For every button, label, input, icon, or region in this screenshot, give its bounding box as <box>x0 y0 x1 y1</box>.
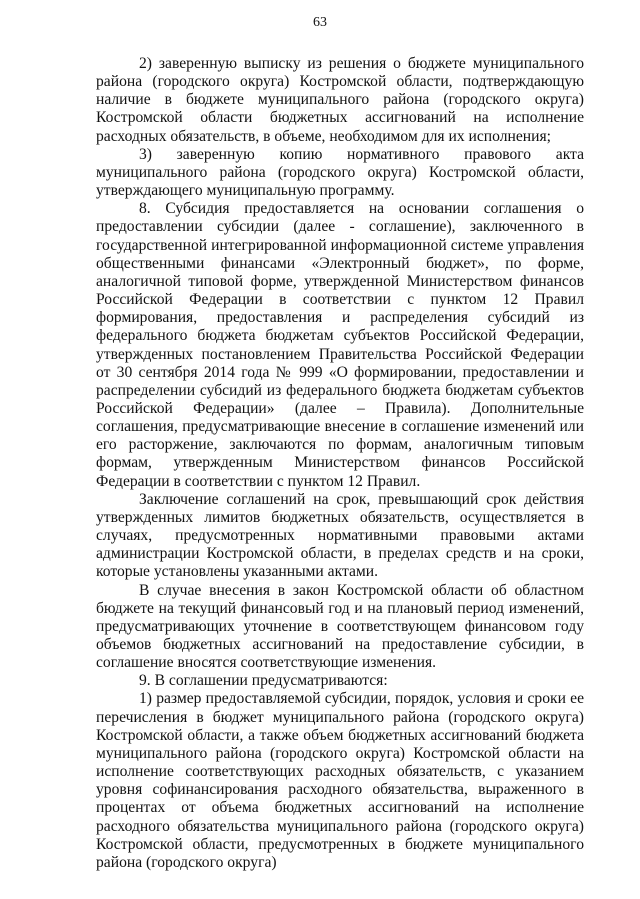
paragraph-section-8: 8. Субсидия предоставляется на основании соглашения о предоставлении субсидии (далее - соглашение), заключенного в государственной интегрированной информационной системе управления общественными финансами «Электронный бюджет», по форме, аналогичной типовой форме, утвержденной Министерством финансов Российской Федерации в соответствии с пунктом 12 Правил формирования, предоставления и распределения субсидий из федерального бюджета бюджетам субъектов Российской Федерации, утвержденных постановлением Правительства Российской Федерации от 30 сентября 2014 года № 999 «О формировании, предоставлении и распределении субсидий из федерального бюджета бюджетам субъектов Российской Федерации» (далее – Правила). Дополнительные соглашения, предусматривающие внесение в соглашение изменений или его расторжение, заключаются по формам, аналогичным типовым формам, утвержденным Министерством финансов Российской Федерации в соответствии с пунктом 12 Правил. <box>96 200 584 490</box>
document-body <box>96 55 584 872</box>
paragraph-item-3: 3) заверенную копию нормативного правового акта муниципального района (городского округа) Костромской области, утверждающего муниципальную программу. <box>96 145 584 200</box>
paragraph-item-2: 2) заверенную выписку из решения о бюджете муниципального района (городского округа) Костромской области, подтверждающую наличие в бюджете муниципального района (городского округа) Костромской области бюджетных ассигнований на исполнение расходных обязательств, в объеме, необходимом для их исполнения; <box>96 55 584 145</box>
page-number: 63 <box>313 15 327 30</box>
paragraph-law-changes: В случае внесения в закон Костромской области об областном бюджете на текущий финансовый год и на плановый период изменений, предусматривающих уточнение в соответствующем финансовом году объемов бюджетных ассигнований на предоставление субсидии, в соглашение вносятся соответствующие изменения. <box>96 581 584 672</box>
paragraph-section-9-heading: 9. В соглашении предусматриваются: <box>139 672 388 690</box>
paragraph-section-9-item-1: 1) размер предоставляемой субсидии, порядок, условия и сроки ее перечисления в бюджет муниципального района (городского округа) Костромской области, а также объем бюджетных ассигнований бюджета муниципального района (городского округа) Костромской области на исполнение соответствующих расходных обязательств, с указанием уровня софинансирования расходного обязательства, выраженного в процентах от объема бюджетных ассигнований на исполнение расходного обязательства муниципального района (городского округа) Костромской области, предусмотренных в бюджете муниципального района (городского округа) <box>96 690 584 871</box>
paragraph-agreement-term: Заключение соглашений на срок, превышающий срок действия утвержденных лимитов бюджетных обязательств, осуществляется в случаях, предусмотренных нормативными правовыми актами администрации Костромской области, в пределах средств и на сроки, которые установлены указанными актами. <box>96 490 584 581</box>
